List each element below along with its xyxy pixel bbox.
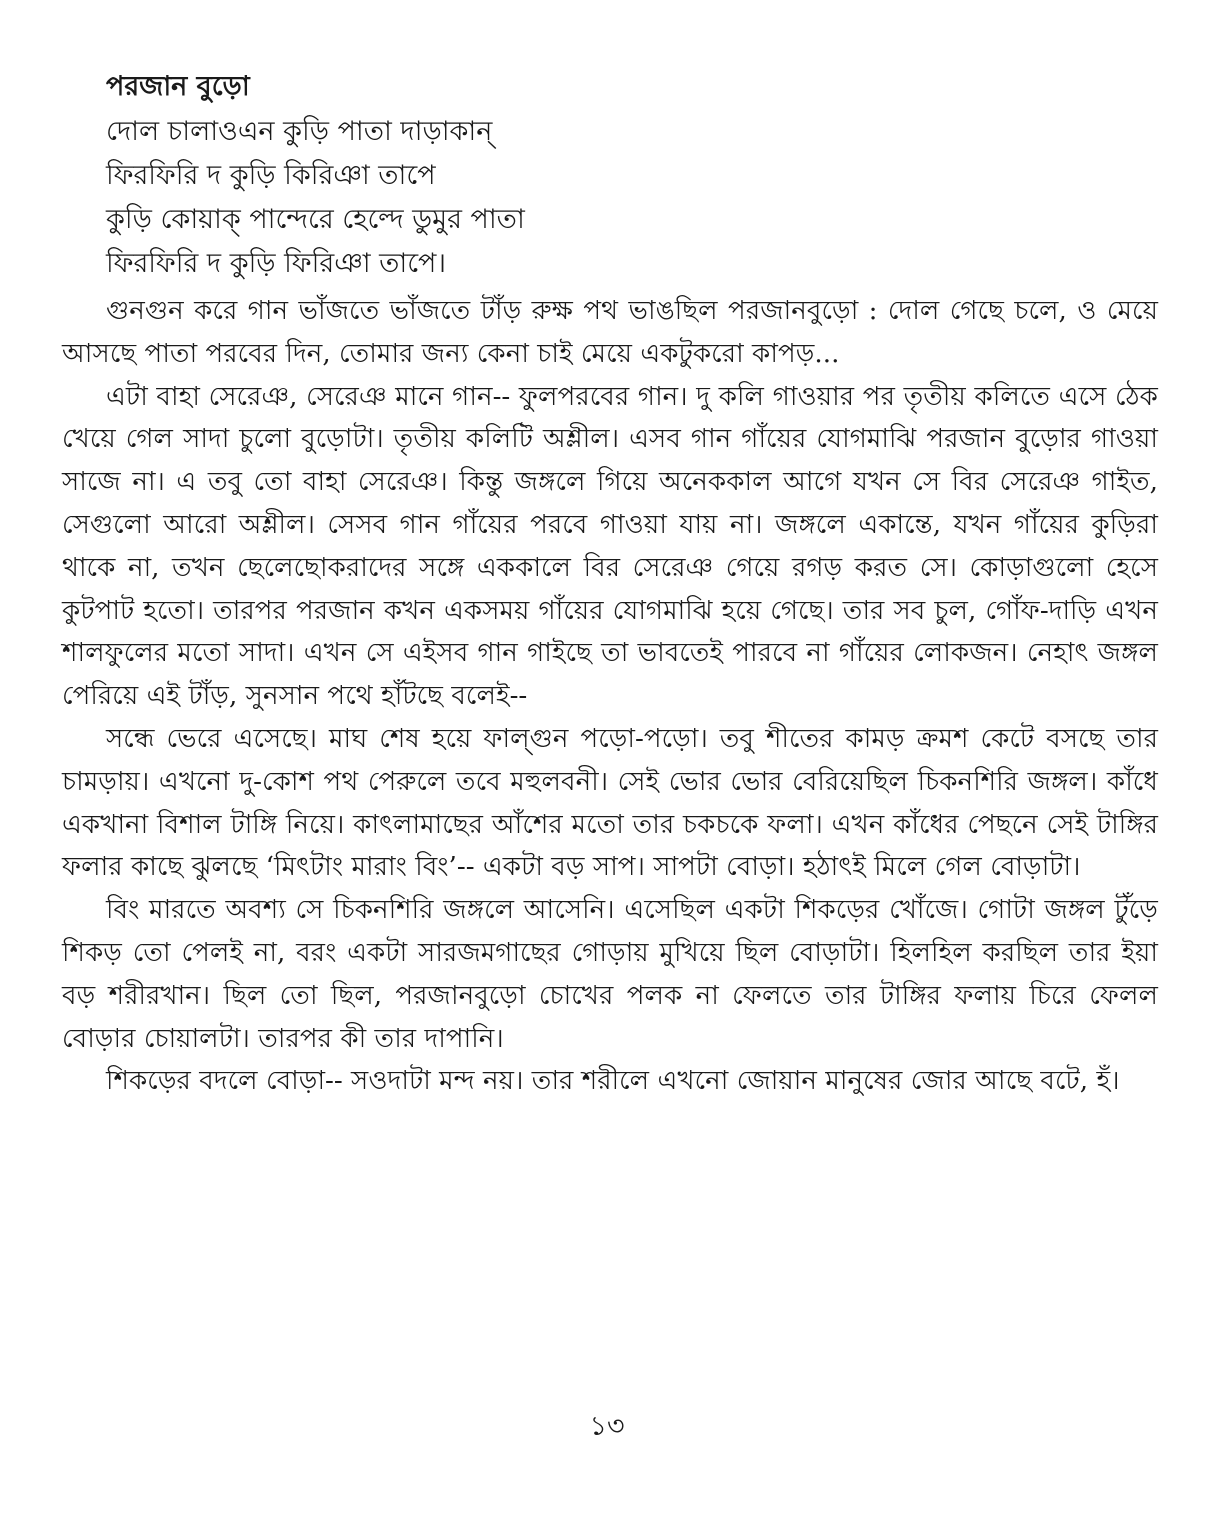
body-text	[62, 290, 1158, 1103]
song-verse	[106, 110, 1158, 286]
page-content	[62, 68, 1158, 1103]
section-heading: পরজান বুড়ো	[106, 71, 250, 102]
paragraph: শিকড়ের বদলে বোড়া-- সওদাটা মন্দ নয়। তার শরীলে এখনো জোয়ান মানুষের জোর আছে বটে, হঁ।	[106, 1066, 1120, 1097]
verse-line: ফিরফিরি দ কুড়ি ফিরিঞা তাপে।	[106, 248, 447, 279]
page-number: ১৩	[589, 1411, 625, 1442]
paragraph: এটা বাহা সেরেঞ, সেরেঞ মানে গান-- ফুলপরবের গান। দু কলি গাওয়ার পর তৃতীয় কলিতে এসে ঠেক খেয়ে গেল সাদা চুলো বুড়োটা। তৃতীয় কলিটি অশ্লীল। এসব গান গাঁয়ের যোগমাঝি পরজান বুড়োর গাওয়া সাজে না। এ তবু তো বাহা সেরেঞ। কিন্তু জঙ্গলে গিয়ে অনেককাল আগে যখন সে বির সেরেঞ গাইত, সেগুলো আরো অশ্লীল। সেসব গান গাঁয়ের পরবে গাওয়া যায় না। জঙ্গলে একান্তে, যখন গাঁয়ের কুড়িরা থাকে না, তখন ছেলেছোকরাদের সঙ্গে এককালে বির সেরেঞ গেয়ে রগড় করত সে। কোড়াগুলো হেসে কুটপাট হতো। তারপর পরজান কখন একসময় গাঁয়ের যোগমাঝি হয়ে গেছে। তার সব চুল, গোঁফ-দাড়ি এখন শালফুলের মতো সাদা। এখন সে এইসব গান গাইছে তা ভাবতেই পারবে না গাঁয়ের লোকজন। নেহাৎ জঙ্গল পেরিয়ে এই টাঁড়, সুনসান পথে হাঁটছে বলেই--	[62, 381, 1158, 712]
paragraph: গুনগুন করে গান ভাঁজতে ভাঁজতে টাঁড় রুক্ষ পথ ভাঙছিল পরজানবুড়ো : দোল গেছে চলে, ও মেয়ে আসছে পাতা পরবের দিন, তোমার জন্য কেনা চাই মেয়ে একটুকরো কাপড়...	[62, 296, 1158, 369]
verse-line: ফিরফিরি দ কুড়ি কিরিঞা তাপে	[106, 160, 436, 191]
paragraph: বিং মারতে অবশ্য সে চিকনশিরি জঙ্গলে আসেনি। এসেছিল একটা শিকড়ের খোঁজে। গোটা জঙ্গল টুঁড়ে শিকড় তো পেলই না, বরং একটা সারজমগাছের গোড়ায় মুখিয়ে ছিল বোড়াটা। হিলহিল করছিল তার ইয়া বড় শরীরখান। ছিল তো ছিল, পরজানবুড়ো চোখের পলক না ফেলতে তার টাঙ্গির ফলায় চিরে ফেলল বোড়ার চোয়ালটা। তারপর কী তার দাপানি।	[62, 895, 1158, 1054]
verse-line: দোল চালাওএন কুড়ি পাতা দাড়াকান্	[106, 116, 493, 147]
paragraph: সন্ধে ভেরে এসেছে। মাঘ শেষ হয়ে ফাল্গুন পড়ো-পড়ো। তবু শীতের কামড় ক্রমশ কেটে বসছে তার চামড়ায়। এখনো দু-কোশ পথ পেরুলে তবে মহুলবনী। সেই ভোর ভোর বেরিয়েছিল চিকনশিরি জঙ্গল। কাঁধে একখানা বিশাল টাঙ্গি নিয়ে। কাৎলামাছের আঁশের মতো তার চকচকে ফলা। এখন কাঁধের পেছনে সেই টাঙ্গির ফলার কাছে ঝুলছে ‘মিৎটাং মারাং বিং’-- একটা বড় সাপ। সাপটা বোড়া। হঠাৎই মিলে গেল বোড়াটা।	[62, 723, 1158, 883]
verse-line: কুড়ি কোয়াক্ পান্দেরে হেল্দে ডুমুর পাতা	[106, 204, 525, 235]
